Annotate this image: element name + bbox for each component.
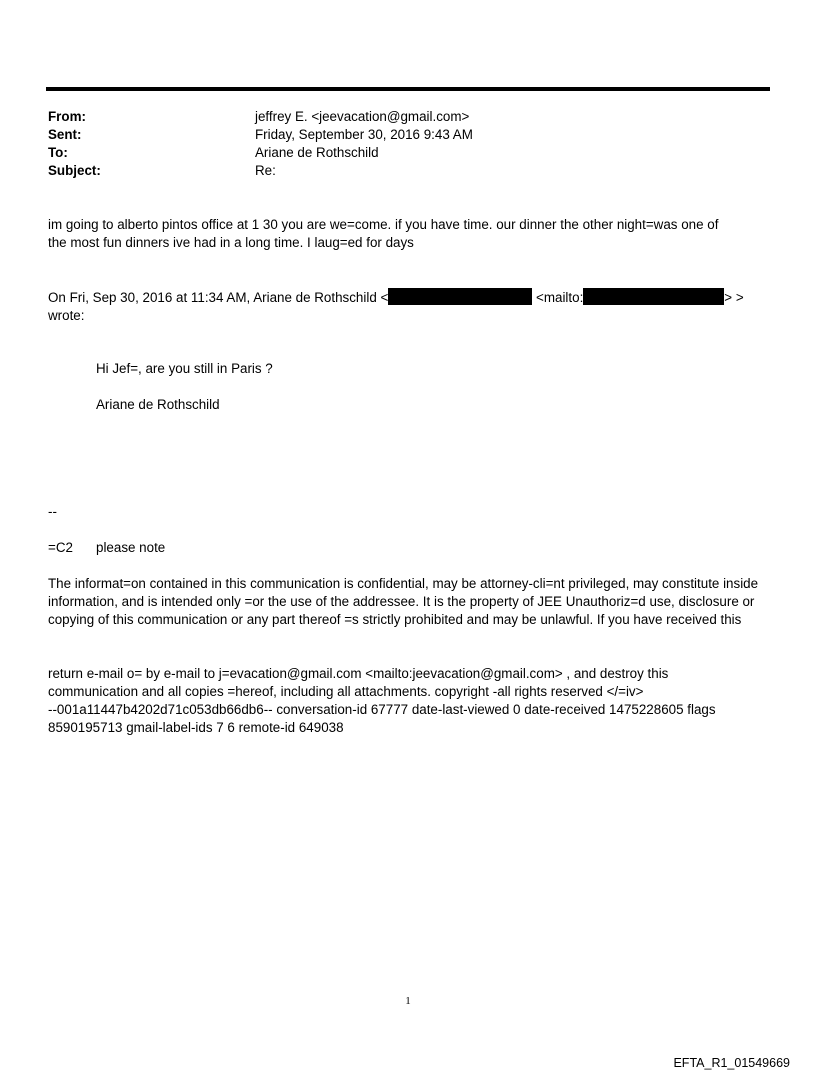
return-line-1: return e-mail o= by e-mail to j=evacation@gmail.com <mailto:jeevacation@gmail.com> , and destroy this bbox=[48, 666, 669, 681]
message-body bbox=[48, 216, 768, 252]
header-rule bbox=[46, 87, 770, 91]
email-header bbox=[48, 108, 473, 180]
return-line-2: communication and all copies =hereof, including all attachments. copyright -all rights reserved </=iv> bbox=[48, 684, 644, 699]
message-line-2: the most fun dinners ive had in a long time. I laug=ed for days bbox=[48, 235, 414, 250]
sent-label: Sent: bbox=[48, 127, 82, 142]
quote-intro bbox=[48, 288, 768, 325]
return-line-3: --001a11447b4202d71c053db66db6-- conversation-id 67777 date-last-viewed 0 date-received 1475228605 flags bbox=[48, 702, 716, 717]
to-label: To: bbox=[48, 145, 68, 160]
from-row bbox=[48, 108, 473, 126]
redaction-block bbox=[388, 288, 532, 305]
quoted-line: Hi Jef=, are you still in Paris ? bbox=[96, 361, 273, 376]
to-row bbox=[48, 144, 473, 162]
from-label: From: bbox=[48, 109, 86, 124]
message-line-1: im going to alberto pintos office at 1 30 you are we=come. if you have time. our dinner the other night=was one of bbox=[48, 217, 719, 232]
please-note-line bbox=[48, 539, 768, 557]
to-value: Ariane de Rothschild bbox=[255, 145, 379, 160]
sent-value: Friday, September 30, 2016 9:43 AM bbox=[255, 127, 473, 142]
page-number: 1 bbox=[405, 995, 411, 1007]
signature-separator: -- bbox=[48, 504, 57, 519]
subject-row bbox=[48, 162, 473, 180]
quote-intro-suffix: > > bbox=[724, 290, 744, 305]
quote-intro-wrote: wrote: bbox=[48, 308, 85, 323]
disclaimer: The informat=on contained in this communication is confidential, may be attorney-cli=nt privileged, may constitute inside information, and is intended only =or the use of the addressee. It is the property of JEE Unauthoriz=d use, disclosure or copying of this communication or any part thereof =s strictly prohibited and may be unlawful. If you have received this bbox=[48, 576, 759, 627]
quoted-signature: Ariane de Rothschild bbox=[96, 397, 220, 412]
sent-row bbox=[48, 126, 473, 144]
return-block bbox=[48, 665, 768, 737]
quote-intro-prefix: On Fri, Sep 30, 2016 at 11:34 AM, Ariane de Rothschild < bbox=[48, 290, 389, 305]
from-value: jeffrey E. <jeevacation@gmail.com> bbox=[255, 109, 470, 124]
please-note: please note bbox=[96, 540, 166, 555]
subject-label: Subject: bbox=[48, 163, 101, 178]
redaction-block bbox=[583, 288, 724, 305]
subject-value: Re: bbox=[255, 163, 276, 178]
c2-marker: =C2 bbox=[48, 540, 73, 555]
quote-intro-mailto: <mailto: bbox=[532, 290, 584, 305]
return-line-4: 8590195713 gmail-label-ids 7 6 remote-id 649038 bbox=[48, 720, 344, 735]
document-id: EFTA_R1_01549669 bbox=[673, 1056, 790, 1070]
